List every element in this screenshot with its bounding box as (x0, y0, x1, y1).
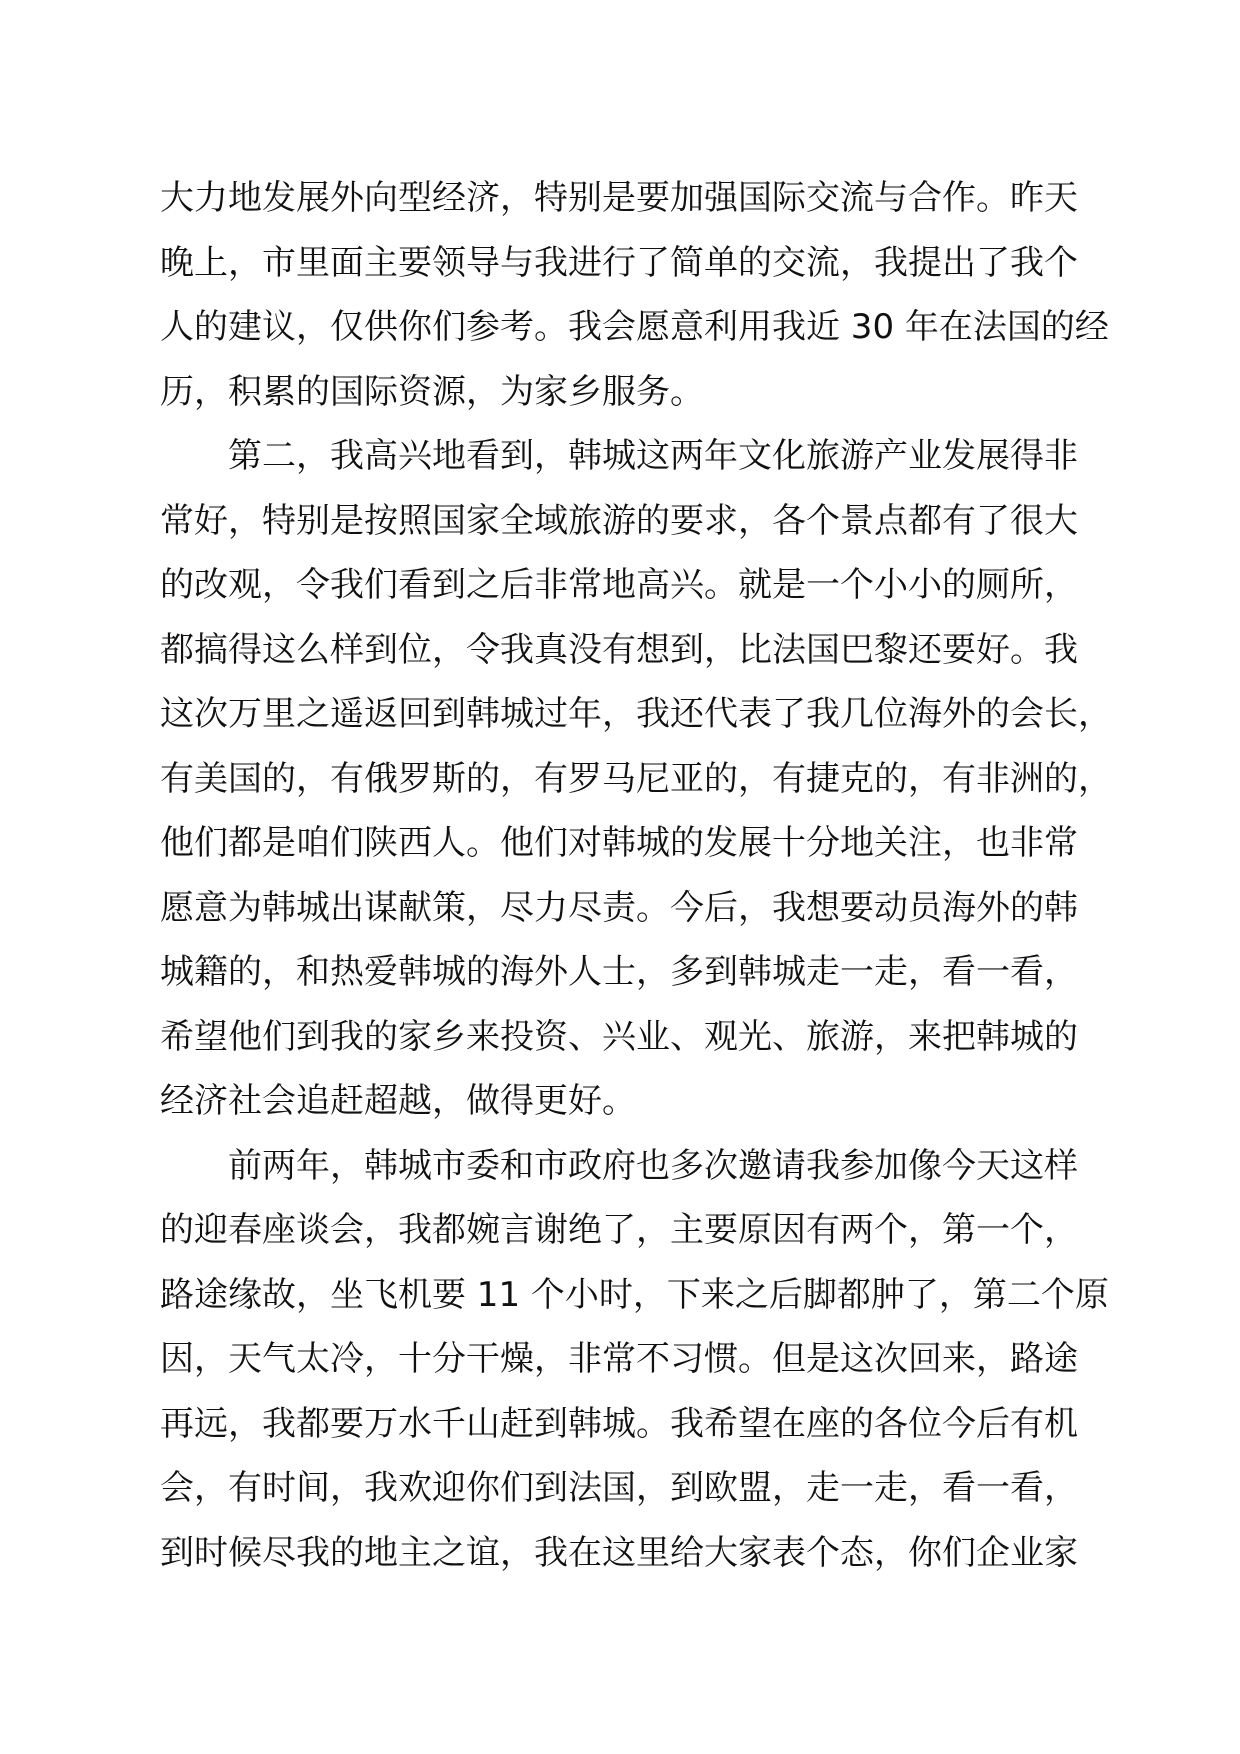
text-line: 希望他们到我的家乡来投资、兴业、观光、旅游，来把韩城的 (160, 1016, 1078, 1057)
text-line: 历，积累的国际资源，为家乡服务。 (160, 371, 704, 412)
paragraph-1-continued (160, 166, 1120, 424)
paragraph-3 (160, 1134, 1120, 1586)
text-line: 大力地发展外向型经济，特别是要加强国际交流与合作。昨天 (160, 178, 1078, 218)
text-line: 有美国的，有俄罗斯的，有罗马尼亚的，有捷克的，有非洲的， (160, 758, 1112, 799)
text-line: 前两年，韩城市委和市政府也多次邀请我参加像今天这样 (228, 1145, 1078, 1186)
text-line: 的改观，令我们看到之后非常地高兴。就是一个小小的厕所， (160, 565, 1078, 605)
text-line: 都搞得这么样到位，令我真没有想到，比法国巴黎还要好。我 (160, 629, 1078, 670)
text-line: 第二，我高兴地看到，韩城这两年文化旅游产业发展得非 (228, 436, 1078, 476)
text-line: 因，天气太冷，十分干燥，非常不习惯。但是这次回来，路途 (160, 1339, 1078, 1379)
text-line: 愿意为韩城出谋献策，尽力尽责。今后，我想要动员海外的韩 (160, 887, 1078, 928)
text-line: 再远，我都要万水千山赶到韩城。我希望在座的各位今后有机 (160, 1403, 1078, 1444)
text-line: 晚上，市里面主要领导与我进行了简单的交流，我提出了我个 (160, 242, 1078, 283)
text-line: 他们都是咱们陕西人。他们对韩城的发展十分地关注，也非常 (160, 823, 1078, 863)
text-line: 会，有时间，我欢迎你们到法国，到欧盟，走一走，看一看， (160, 1468, 1078, 1508)
text-line: 这次万里之遥返回到韩城过年，我还代表了我几位海外的会长， (160, 694, 1112, 734)
text-line: 的迎春座谈会，我都婉言谢绝了，主要原因有两个，第一个， (160, 1210, 1078, 1250)
paragraph-2 (160, 424, 1120, 1134)
text-line: 城籍的，和热爱韩城的海外人士，多到韩城走一走，看一看， (160, 952, 1078, 992)
text-line: 常好，特别是按照国家全域旅游的要求，各个景点都有了很大 (160, 500, 1078, 541)
document-body (160, 166, 1120, 1585)
text-line: 路途缘故，坐飞机要 11 个小时，下来之后脚都肿了，第二个原 (160, 1274, 1109, 1315)
text-line: 人的建议，仅供你们参考。我会愿意利用我近 30 年在法国的经 (160, 307, 1109, 347)
text-line: 经济社会追赶超越，做得更好。 (160, 1081, 636, 1121)
text-line: 到时候尽我的地主之谊，我在这里给大家表个态，你们企业家 (160, 1532, 1078, 1573)
